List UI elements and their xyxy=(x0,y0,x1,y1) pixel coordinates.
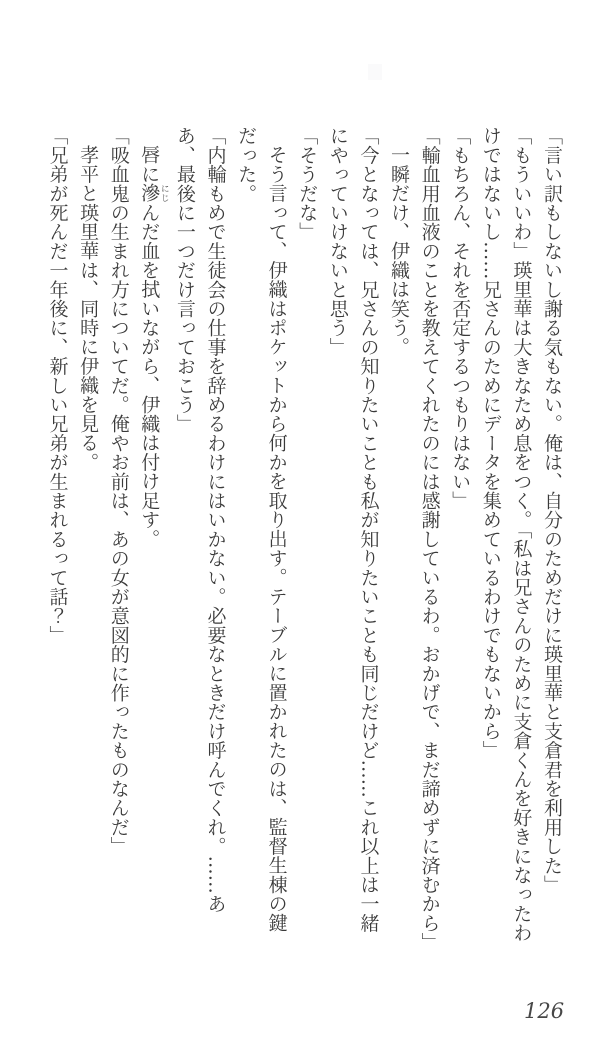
paragraph: 「兄弟が死んだ一年後に、新しい兄弟が生まれるって話？」 xyxy=(46,126,69,645)
paragraph: 「もちろん、それを否定するつもりはない」 xyxy=(449,126,472,510)
page-number: 126 xyxy=(524,999,565,1023)
ruby-gloss: 滲 にじ xyxy=(138,183,170,203)
paragraph: 「輸血用血液のことを教えてくれたのには感謝しているわ。おかげで、まだ諦めずに済むから」 xyxy=(418,126,441,952)
scan-artifact xyxy=(368,64,382,80)
paragraph: 「もういいわ」瑛里華は大きなため息をつく。「私は兄さんのために支倉くんを好きになったわけではないし……兄さんのためにデータを集めているわけでもないから」 xyxy=(479,126,533,943)
paragraph: 「今となっては、兄さんの知りたいことも私が知りたいことも同じだけど……これ以上は一緒にやっていけないと思う」 xyxy=(326,126,380,933)
paragraph: 孝平と瑛里華は、同時に伊織を見る。 xyxy=(77,145,100,472)
paragraph: 「内輪もめで生徒会の仕事を辞めるわけにはいかない。必要なときだけ呼んでくれ。……ああ、最後に一つだけ言っておこう」 xyxy=(173,126,227,914)
paragraph: 「そうだな」 xyxy=(296,126,319,242)
paragraph: 「言い訳もしないし謝る気もない。俺は、自分のためだけに瑛里華と支倉君を利用した」 xyxy=(541,126,563,894)
paragraph: そう言って、伊織はポケットから何かを取り出す。テーブルに置かれたのは、監督生棟の鍵だった。 xyxy=(235,126,288,933)
paragraph: 「吸血鬼の生まれ方についてだ。俺やお前は、あの女が意図的に作ったものなんだ」 xyxy=(107,126,130,856)
page-text xyxy=(42,126,567,952)
paragraph: 一瞬だけ、伊織は笑う。 xyxy=(388,145,411,357)
paragraph: 唇に滲 にじんだ血を拭いながら、伊織は付け足す。 xyxy=(138,145,170,549)
